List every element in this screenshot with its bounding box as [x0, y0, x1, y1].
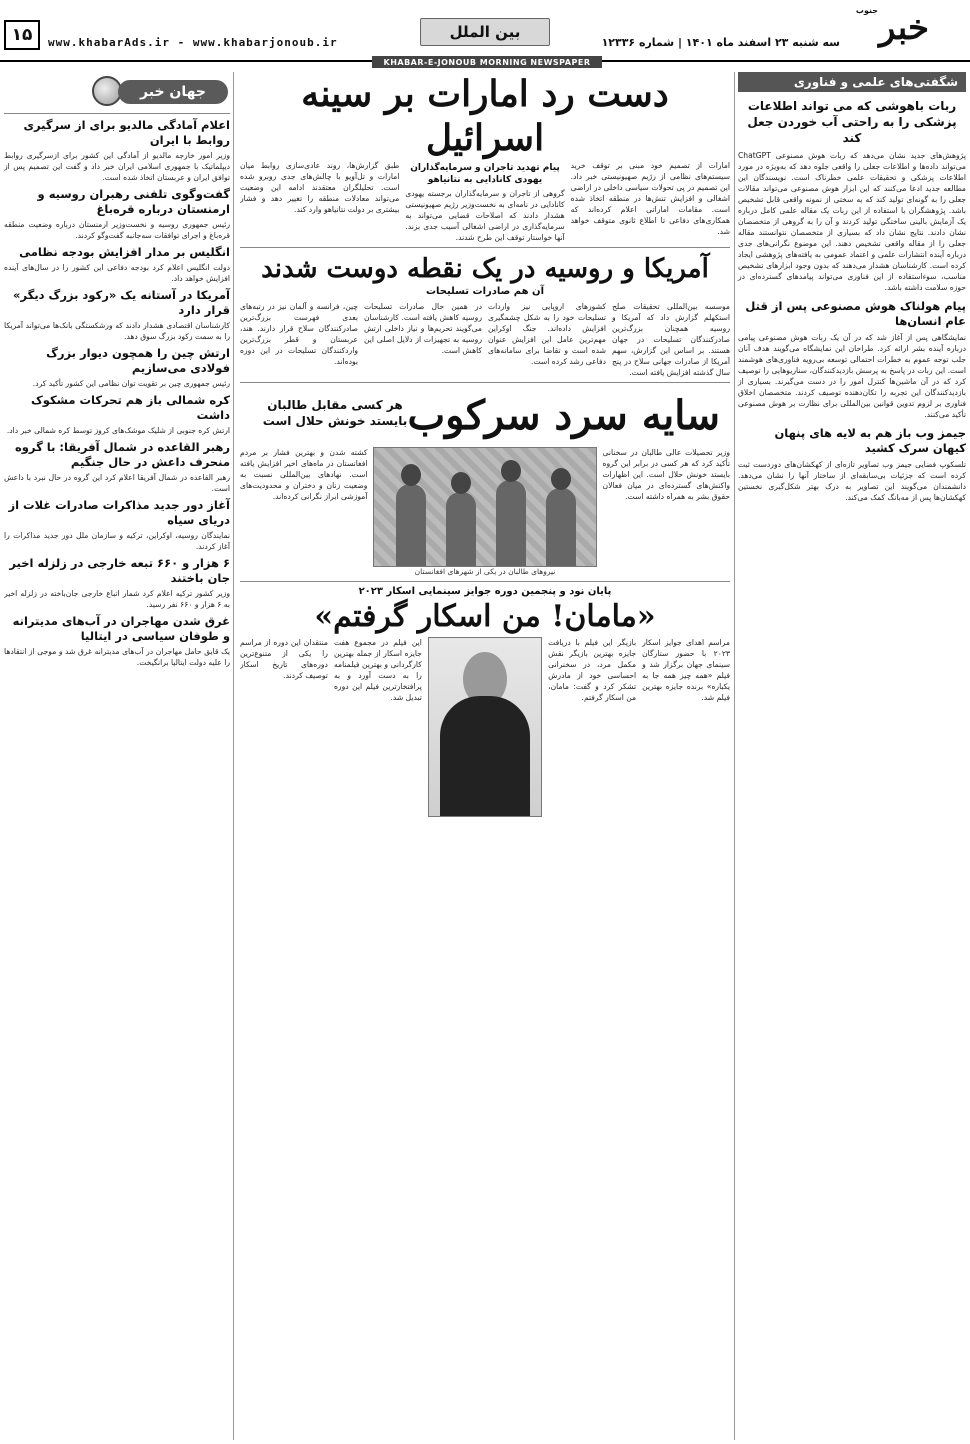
world-banner-label: جهان خبر	[118, 80, 228, 104]
science-rubric: شگفتی‌های علمی و فناوری	[738, 72, 966, 92]
world-story	[4, 245, 230, 284]
world-story	[4, 288, 230, 342]
taliban-photo[interactable]	[373, 447, 596, 567]
person-body	[440, 696, 530, 816]
world-headline[interactable]: گفت‌وگوی تلفنی رهبران روسیه و ارمنستان درباره قره‌باغ	[37, 187, 230, 216]
photo-figure-3	[446, 492, 476, 566]
oscar-body-a: مراسم اهدای جوایز اسکار ۲۰۲۳ با حضور ستارگان سینمای جهان برگزار شد و فیلم «همه چیز همه جا به یکباره» برنده جایزه بهترین فیلم شد.	[642, 638, 730, 702]
world-body: وزیر کشور ترکیه اعلام کرد شمار اتباع خارجی جان‌باخته در زلزله اخیر به ۶ هزار و ۶۶۰ نفر رسید.	[4, 589, 230, 609]
world-body: وزیر امور خارجه مالدیو از آمادگی این کشور برای ازسرگیری روابط دیپلماتیک با جمهوری اسلامی ایران خبر داد و گفت این تصمیم پس از توافق ایران و عربستان اتخاذ شده است.	[4, 151, 230, 182]
science-body-3: تلسکوپ فضایی جیمز وب تصاویر تازه‌ای از کهکشان‌های دوردست ثبت کرده است که جزئیات بی‌سابقه‌ای از ساختار آنها را نشان می‌دهد. دانشمندان می‌گویند این تصاویر به درک بهتر شکل‌گیری نخستین کهکشان‌ها پس از مه‌بانگ کمک می‌کند.	[738, 460, 966, 502]
science-body-2: نمایشگاهی پس از آغاز شد که در آن یک ربات هوش مصنوعی پیامی درباره آینده بشر ارائه کرد. طراحان این نمایشگاه می‌گویند هدف آنان جلب توجه عموم به خطرات احتمالی توسعه بی‌رویه فناوری‌های هوشمند است. این ربات در پاسخ به پرسش بازدیدکنندگان، سناریوهایی را توصیف کرد که در آن ماشین‌ها کنترل امور را در دست می‌گیرند. بسیاری از بازدیدکنندگان این تجربه را تکان‌دهنده توصیف کردند. متخصصان اخلاق فناوری بر لزوم تدوین قوانین بین‌المللی برای نظارت بر هوش مصنوعی تأکید می‌کنند.	[738, 333, 966, 419]
oscar-body-b: بازیگر این فیلم با دریافت جایزه بهترین بازیگر نقش مکمل مرد، در سخنرانی احساسی خود از مادرش تشکر کرد و گفت: مامان، من اسکار گرفتم.	[548, 638, 637, 702]
oscar-body-d: منتقدان این دوره از مراسم را یکی از متنوع‌ترین دوره‌های تاریخ اسکار توصیف کردند.	[240, 638, 328, 680]
world-body: رئیس جمهوری روسیه و نخست‌وزیر ارمنستان درباره وضعیت منطقه قره‌باغ و اجرای توافقات سه‌جانبه گفت‌وگو کردند.	[4, 220, 230, 240]
headline-us-russia[interactable]: آمریکا و روسیه در یک نقطه دوست شدند	[261, 254, 709, 284]
oscar-winner-photo[interactable]	[428, 637, 542, 817]
dateline: سه شنبه ۲۳ اسفند ماه ۱۴۰۱ | شماره ۱۲۳۳۶	[601, 36, 840, 49]
photo-figure-2	[496, 480, 526, 566]
headline-oscars[interactable]: «مامان! من اسکار گرفتم»	[314, 599, 656, 634]
science-headline-1[interactable]: ربات باهوشی که می تواند اطلاعات پزشکی را به راحتی آب خوردن جعل کند	[747, 99, 957, 145]
world-story	[4, 614, 230, 668]
masthead	[0, 0, 970, 67]
world-body: نمایندگان روسیه، اوکراین، ترکیه و سازمان ملل دور جدید مذاکرات را آغاز کردند.	[4, 531, 230, 551]
world-headline[interactable]: کره شمالی باز هم تحرکات مشکوک داشت	[30, 393, 230, 422]
story-arms-exports	[240, 252, 730, 383]
science-headline-3[interactable]: جیمز وب باز هم به لایه های پنهان کیهان سرک کشید	[774, 426, 966, 455]
arms-body-b: کشورهای اروپایی نیز واردات تسلیحات خود را به شکل چشمگیری افزایش داده‌اند. جنگ اوکراین مهم‌ترین عامل این افزایش عنوان شده است و تقاضا برای سامانه‌های دفاعی رشد کرده است.	[488, 302, 606, 366]
arms-body-a: موسسه بین‌المللی تحقیقات صلح استکهلم گزارش داد که آمریکا و روسیه همچنان بزرگ‌ترین صادرکنندگان تسلیحات در جهان هستند. بر اساس این گزارش، سهم آمریکا از صادرات جهانی سلاح در پنج سال گذشته افزایش یافته است.	[612, 302, 730, 377]
arms-body-c: در همین حال صادرات تسلیحات روسیه کاهش یافته است. کارشناسان می‌گویند تحریم‌ها و نیاز داخلی ارتش روسیه به تجهیزات از دلایل اصلی این کاهش است.	[364, 302, 482, 355]
world-headline[interactable]: انگلیس بر مدار افزایش بودجه نظامی	[19, 245, 230, 259]
section-title: بین الملل	[420, 18, 550, 46]
world-headline[interactable]: اعلام آمادگی مالدیو برای از سرگیری روابط با ایران	[23, 118, 230, 147]
world-story	[4, 556, 230, 610]
world-body: ارتش کره جنوبی از شلیک موشک‌های کروز توسط کره شمالی خبر داد.	[6, 426, 230, 435]
subhead-us-russia: آن هم صادرات تسلیحات	[425, 286, 545, 297]
taliban-caption: نیروهای طالبان در یکی از شهرهای افغانستان	[414, 567, 556, 576]
science-column	[734, 72, 966, 1440]
person-figure	[429, 638, 541, 816]
website-links[interactable]: www.khabarAds.ir - www.khabarjonoub.ir	[48, 36, 338, 49]
world-headline[interactable]: ارتش چین را همچون دیوار بزرگ فولادی می‌سازیم	[46, 346, 230, 375]
world-body: کارشناسان اقتصادی هشدار دادند که ورشکستگی بانک‌ها می‌تواند آمریکا را به سمت رکود بزرگ سوق دهد.	[4, 321, 230, 341]
photo-figure-1	[546, 488, 576, 566]
oscar-body-c: این فیلم در مجموع هفت جایزه اسکار از جمله بهترین کارگردانی و بهترین فیلمنامه را به دست آورد و به پرافتخارترین فیلم این دوره تبدیل شد.	[333, 638, 422, 702]
world-stories	[4, 118, 230, 668]
world-headline[interactable]: آغاز دور جدید مذاکرات صادرات غلات از دریای سیاه	[8, 498, 230, 527]
world-banner	[4, 72, 230, 114]
science-headline-2[interactable]: پیام هولناک هوش مصنوعی پس از قتل عام انسان‌ها	[745, 299, 966, 328]
uae-box-title[interactable]: پیام تهدید تاجران و سرمایه‌گذاران یهودی کانادایی به نتانیاهو	[410, 163, 560, 185]
story-uae-israel	[240, 72, 730, 248]
uae-body-b: گروهی از تاجران و سرمایه‌گذاران برجسته یهودی کانادایی در نامه‌ای به نخست‌وزیر رژیم صهیونیستی هشدار دادند که اصلاحات قضایی می‌تواند به سرمایه‌گذاری در اراضی اشغالی آسیب جدی بزند. آنها خواستار توقف این طرح شدند.	[405, 189, 565, 242]
headline-taliban[interactable]: سایه سرد سرکوب	[407, 392, 720, 439]
main-content	[240, 72, 730, 1440]
headline-uae-israel[interactable]: دست رد امارات بر سینه اسرائیل	[301, 73, 669, 159]
page-number: ۱۵	[4, 20, 40, 50]
science-story-chatgpt	[738, 98, 966, 293]
story-oscars	[240, 586, 730, 817]
logo-subtitle: جنوب	[855, 6, 878, 15]
taliban-body-b: کشته شدن و بهترین فشار بر مردم افغانستان در ماه‌های اخیر افزایش یافته است. نهادهای بین‌المللی نسبت به وضعیت زنان و دختران و محدودیت‌های آموزشی ابراز نگرانی کرده‌اند.	[240, 448, 368, 501]
subhead-taliban: هر کسی مقابل طالبان بایستد خونش حلال است	[262, 398, 408, 428]
world-story	[4, 118, 230, 183]
world-headline[interactable]: رهبر القاعده در شمال آفریقا: با گروه منحرف داعش در حال جنگیم	[15, 440, 230, 469]
world-headline[interactable]: غرق شدن مهاجران در آب‌های مدیترانه و طوفان سیاسی در ایتالیا	[12, 614, 230, 643]
world-body: دولت انگلیس اعلام کرد بودجه دفاعی این کشور را در سال‌های آینده افزایش خواهد داد.	[4, 263, 230, 283]
photo-figure-4	[396, 484, 426, 566]
world-headline[interactable]: ۶ هزار و ۶۶۰ تبعه خارجی در زلزله اخیر جان باختند	[9, 556, 230, 585]
world-story	[4, 498, 230, 552]
story-taliban	[240, 387, 730, 582]
world-body: یک قایق حامل مهاجران در آب‌های مدیترانه غرق شد و موجی از انتقادها را علیه دولت ایتالیا برانگیخت.	[4, 647, 230, 667]
logo-text: خبر	[878, 8, 930, 48]
newspaper-tagline: KHABAR-E-JONOUB MORNING NEWSPAPER	[372, 56, 602, 68]
world-story	[4, 346, 230, 389]
science-story-ai-exhibit	[738, 299, 966, 420]
world-body: رهبر القاعده در شمال آفریقا اعلام کرد این گروه در حال نبرد با داعش است.	[4, 473, 230, 493]
science-story-webb	[738, 426, 966, 503]
science-body-1: پژوهش‌های جدید نشان می‌دهد که ربات هوش مصنوعی ChatGPT می‌تواند داده‌ها و اطلاعات جعلی را واقعی جلوه دهد که به‌ویژه در مورد اطلاعات پزشکی و تحقیقات علمی خطرناک است. نویسندگان این مطالعه جدید ادعا می‌کنند که این ابزار هوش مصنوعی می‌تواند مقالات جعلی را به گونه‌ای تولید کند که به سختی از نمونه واقعی قابل تشخیص باشد. پژوهشگران با استفاده از این ربات یک مقاله علمی کامل درباره یک آزمایش بالینی ساختگی تولید کردند و آن را به گروهی از متخصصان نشان دادند. نتایج نشان داد که بسیاری از متخصصان نتوانستند مقاله جعلی را از مقاله واقعی تشخیص دهند. این موضوع نگرانی‌های جدی درباره آینده انتشارات علمی و اعتماد عمومی به یافته‌های پژوهشی ایجاد کرده است. کارشناسان هشدار می‌دهند که بدون وجود ابزارهای تشخیص مناسب، سوءاستفاده از این فناوری می‌تواند پیامدهای گسترده‌ای در حوزه سلامت داشته باشد.	[738, 151, 966, 292]
world-body: رئیس جمهوری چین بر تقویت توان نظامی این کشور تأکید کرد.	[32, 379, 230, 388]
taliban-body-a: وزیر تحصیلات عالی طالبان در سخنانی تأکید کرد که هر کسی در برابر این گروه بایستد خونش حلال است. این اظهارات واکنش‌های گسترده‌ای در میان فعالان حقوق بشر به همراه داشته است.	[602, 448, 730, 501]
world-headline[interactable]: آمریکا در آستانه یک «رکود بزرگ دیگر» قرار دارد	[13, 288, 230, 317]
oscar-kicker: پایان نود و پنجمین دوره جوایز سینمایی اسکار ۲۰۲۳	[358, 586, 612, 597]
arms-body-d: چین، فرانسه و آلمان نیز در رتبه‌های بعدی فهرست بزرگ‌ترین صادرکنندگان سلاح قرار دارند. هند، عربستان و قطر بزرگ‌ترین واردکنندگان تسلیحات در این دوره بوده‌اند.	[240, 302, 358, 366]
uae-body-c: طبق گزارش‌ها، روند عادی‌سازی روابط میان امارات و تل‌آویو با چالش‌های جدی روبرو شده است. تحلیلگران معتقدند ادامه این وضعیت می‌تواند معادلات منطقه را تغییر دهد و فشار بیشتری بر دولت نتانیاهو وارد کند.	[240, 161, 400, 214]
uae-body-a: امارات از تصمیم خود مبنی بر توقف خرید سیستم‌های نظامی از رژیم صهیونیستی خبر داد. این تصمیم در پی تحولات سیاسی داخلی در اراضی اشغالی و افزایش تنش‌ها در منطقه اتخاذ شده است. مقامات اماراتی اعلام کرده‌اند که همکاری‌های دفاعی تا اطلاع ثانوی متوقف خواهد شد.	[570, 161, 730, 236]
world-story	[4, 440, 230, 494]
world-story	[4, 393, 230, 436]
world-story	[4, 187, 230, 241]
world-column	[4, 72, 234, 1440]
